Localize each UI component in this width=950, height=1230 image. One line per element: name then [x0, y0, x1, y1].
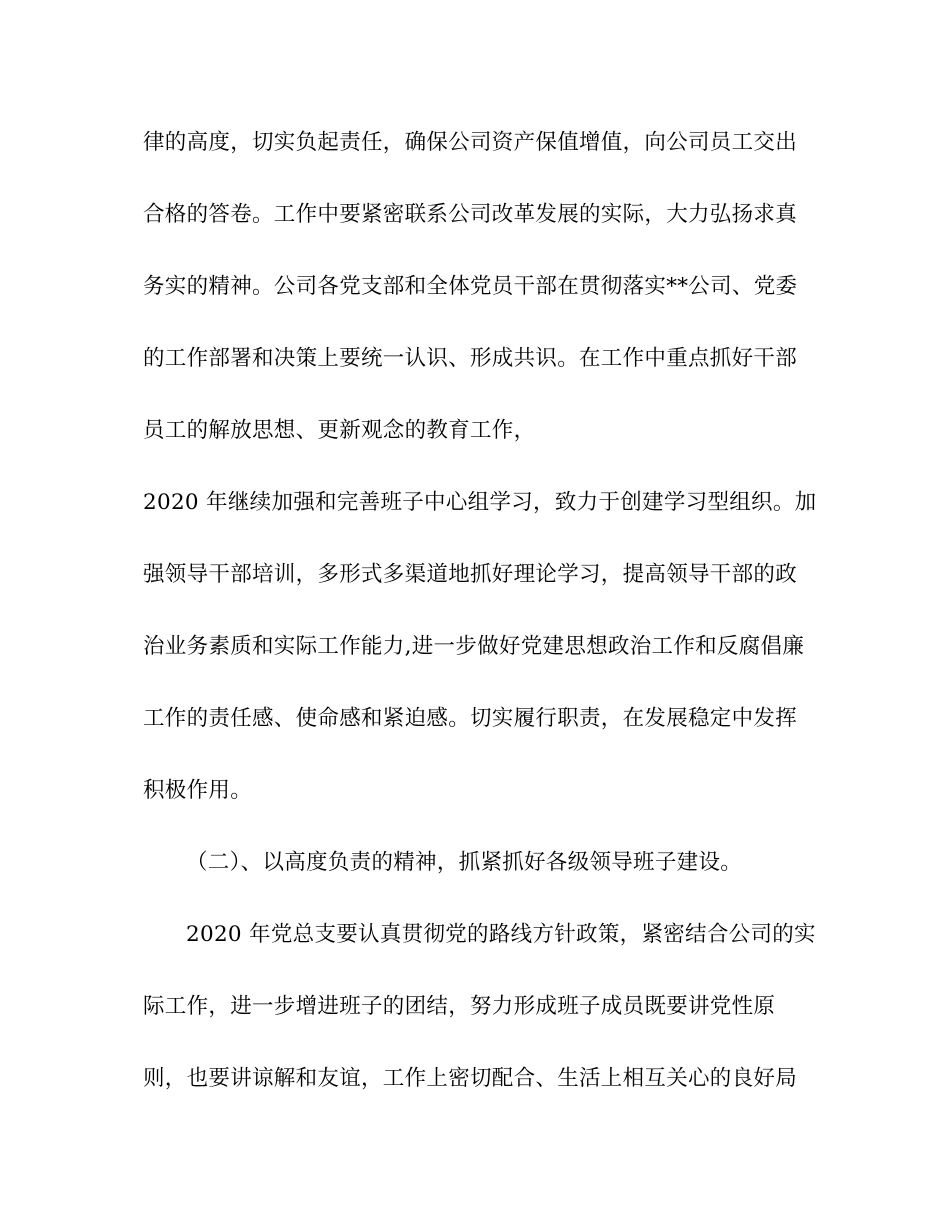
text-line: 员工的解放思想、更新观念的教育工作，	[143, 418, 536, 443]
text-line: 务实的精神。公司各党支部和全体党员干部在贯彻落实**公司、党委	[143, 274, 798, 299]
text-line: 的工作部署和决策上要统一认识、形成共识。在工作中重点抓好干部	[143, 346, 798, 371]
text-line: 强领导干部培训，多形式多渠道地抓好理论学习，提高领导干部的政	[143, 562, 798, 587]
section-heading: （二）、以高度负责的精神，抓紧抓好各级领导班子建设。	[186, 850, 743, 875]
text-line: 合格的答卷。工作中要紧密联系公司改革发展的实际，大力弘扬求真	[143, 202, 798, 227]
text-line: 积极作用。	[143, 778, 253, 803]
text-line: 2020 年继续加强和完善班子中心组学习，致力于创建学习型组织。加	[143, 490, 817, 515]
text-line: 工作的责任感、使命感和紧迫感。切实履行职责，在发展稳定中发挥	[143, 706, 798, 731]
text-line: 际工作，进一步增进班子的团结，努力形成班子成员既要讲党性原	[143, 994, 776, 1019]
text-line: 2020 年党总支要认真贯彻党的路线方针政策，紧密结合公司的实	[186, 922, 816, 947]
text-line: 则，也要讲谅解和友谊，工作上密切配合、生活上相互关心的良好局	[143, 1066, 798, 1091]
text-line: 律的高度，切实负起责任，确保公司资产保值增值，向公司员工交出	[143, 130, 798, 155]
text-line: 治业务素质和实际工作能力,进一步做好党建思想政治工作和反腐倡廉	[143, 634, 805, 659]
